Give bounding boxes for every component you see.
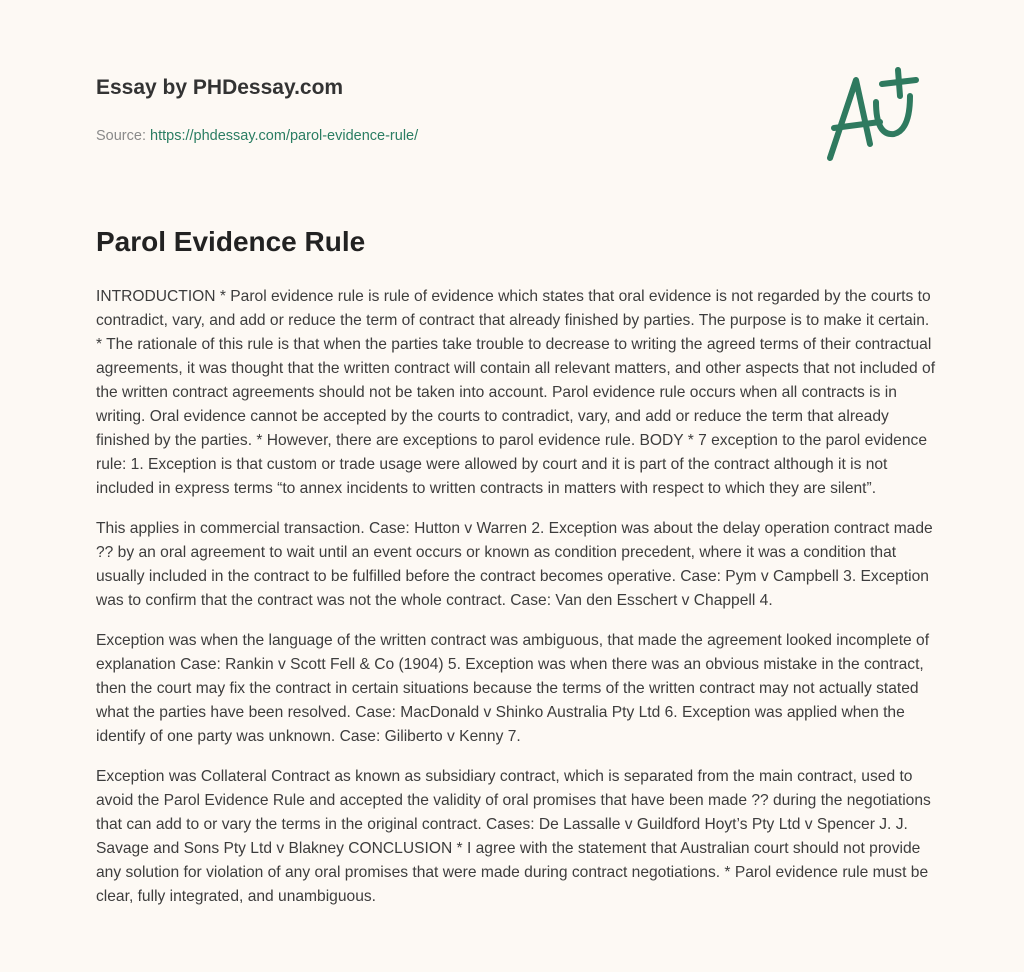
brand-title: Essay by PHDessay.com bbox=[96, 76, 344, 99]
header bbox=[96, 76, 418, 144]
paragraph: Exception was when the language of the written contract was ambiguous, that made the agreement looked incomplete of explanation Case: Rankin v Scott Fell & Co (1904) 5. Exception was when there was an obvious mistake in the contract, then the court may fix the contract in certain situations because the terms of the written contract may not actually stated what the parties have been resolved. Case: MacDonald v Shinko Australia Pty Ltd 6. Exception was applied when the identify of one party was unknown. Case: Giliberto v Kenny 7. bbox=[96, 632, 930, 745]
paragraph: Exception was Collateral Contract as known as subsidiary contract, which is separated from the main contract, used to avoid the Parol Evidence Rule and accepted the validity of oral promises that have been made ?? during the negotiations that can add to or vary the terms in the original contract. Cases: De Lassalle v Guildford Hoyt’s Pty Ltd v Spencer J. J. Savage and Sons Pty Ltd v Blakney CONCLUSION * I agree with the statement that Australian court should not provide any solution for violation of any oral promises that were made during contract negotiations. * Parol evidence rule must be clear, fully integrated, and unambiguous. bbox=[96, 768, 931, 905]
source-label: Source: bbox=[96, 128, 146, 144]
essay-body bbox=[96, 285, 936, 925]
a-plus-logo-icon bbox=[818, 66, 928, 166]
paragraph: INTRODUCTION * Parol evidence rule is rule of evidence which states that oral evidence is not regarded by the courts to contradict, vary, and add or reduce the term of contract that already finished by parties. The purpose is to make it certain. * The rationale of this rule is that when the parties take trouble to decrease to writing the agreed terms of their contractual agreements, it was thought that the written contract will contain all relevant matters, and other aspects that not included of the written contract agreements should not be taken into account. Parol evidence rule occurs when all contracts is in writing. Oral evidence cannot be accepted by the courts to contradict, vary, and add or reduce the term that already finished by the parties. * However, there are exceptions to parol evidence rule. BODY * 7 exception to the parol evidence rule: 1. Exception is that custom or trade usage were allowed by court and it is part of the contract although it is not included in express terms “to annex incidents to written contracts in matters with respect to which they are silent”. bbox=[96, 288, 936, 497]
paragraph: This applies in commercial transaction. Case: Hutton v Warren 2. Exception was about the delay operation contract made ?? by an oral agreement to wait until an event occurs or known as condition precedent, where it was a condition that usually included in the contract to be fulfilled before the contract becomes operative. Case: Pym v Campbell 3. Exception was to confirm that the contract was not the whole contract. Case: Van den Esschert v Chappell 4. bbox=[96, 520, 933, 609]
source-line bbox=[96, 128, 418, 144]
page-title: Parol Evidence Rule bbox=[96, 226, 366, 257]
source-link[interactable]: https://phdessay.com/parol-evidence-rule/ bbox=[150, 128, 419, 144]
